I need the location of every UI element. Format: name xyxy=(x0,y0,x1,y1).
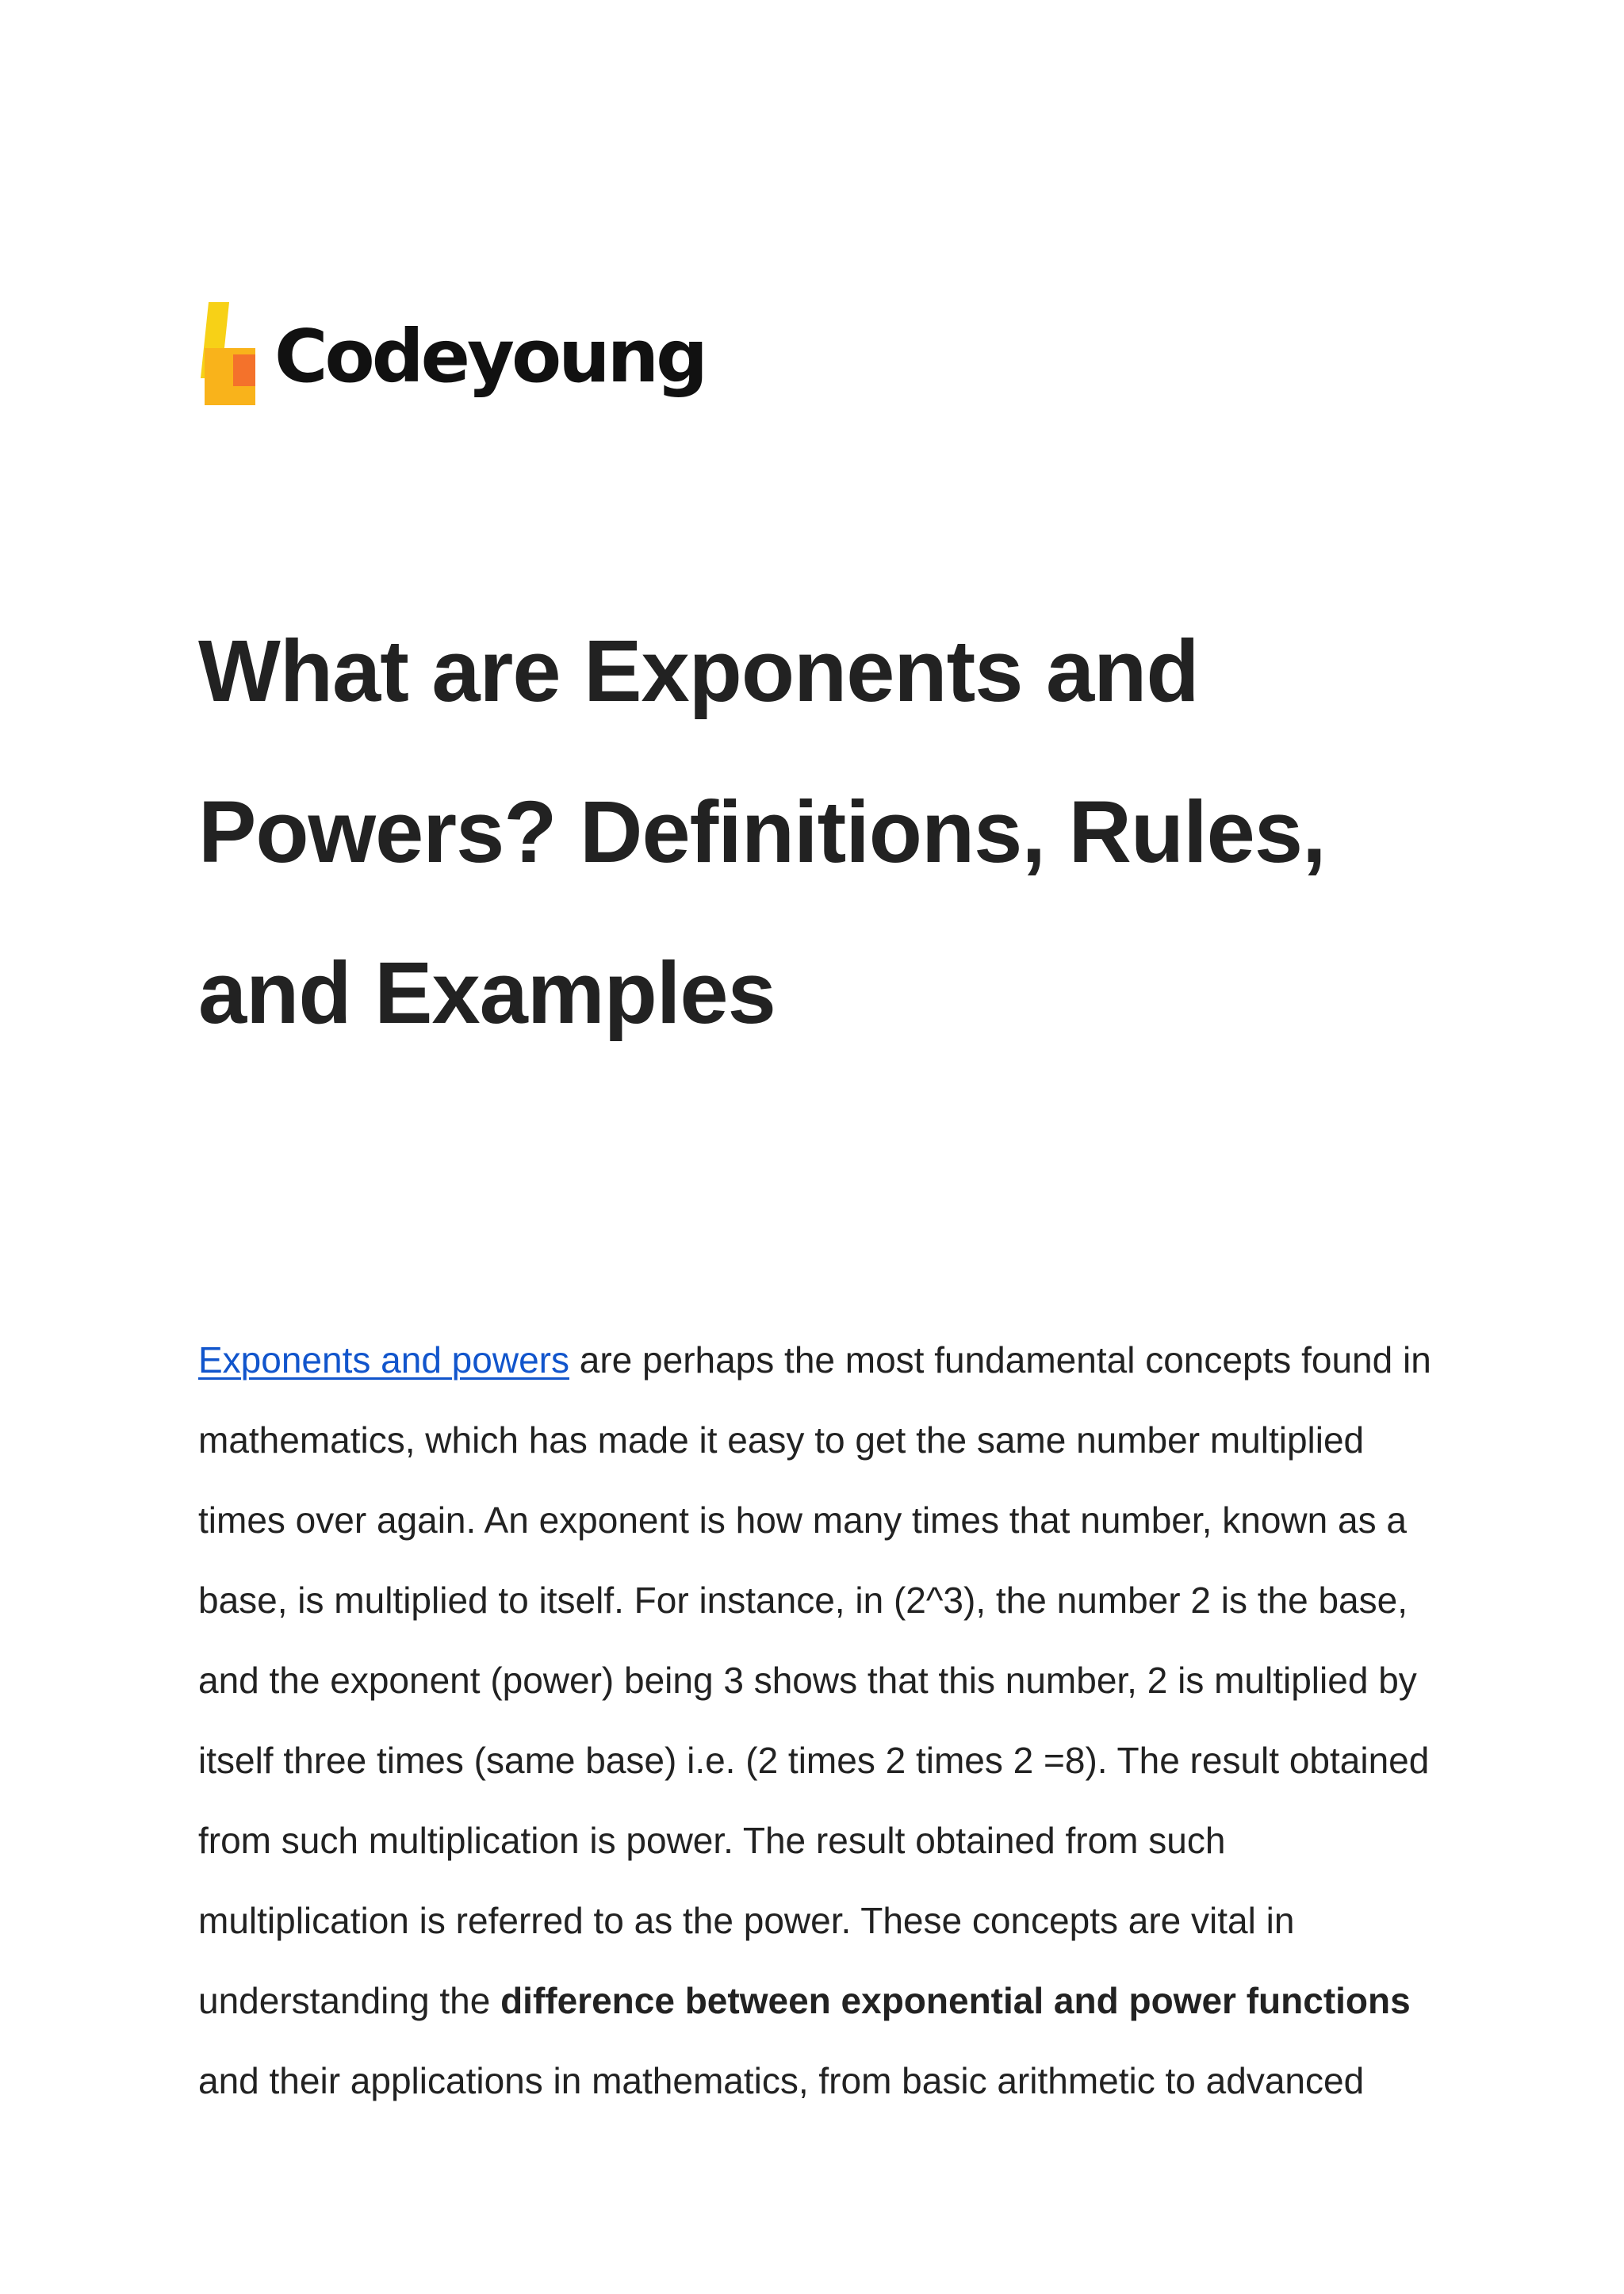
logo-text: Codeyoung xyxy=(274,314,705,399)
bold-phrase: difference between exponential and power functions xyxy=(500,1980,1411,2021)
article-title: What are Exponents and Powers? Definitions, Rules, and Examples xyxy=(198,622,1326,1042)
exponents-and-powers-link[interactable]: Exponents and powers xyxy=(198,1339,569,1381)
intro-text-part-1: are perhaps the most fundamental concepts found in mathematics, which has made it easy to get the same number multiplied times over again. An exponent is how many times that number, known as a base, is multiplied to itself. For instance, in (2^3), the number 2 is the base, and the exponent (power) being 3 shows that this number, 2 is multiplied by itself three times (same base) i.e. (2 times 2 times 2 =8). The result obtained from such multiplication is power. The result obtained from such multiplication is referred to as the power. These concepts are vital in understanding the xyxy=(198,1339,1431,2021)
intro-paragraph xyxy=(198,1320,1443,2121)
codeyoung-logo-mark-icon xyxy=(198,297,262,416)
intro-text-part-2: and their applications in mathematics, from basic arithmetic to advanced xyxy=(198,2060,1365,2101)
codeyoung-logo xyxy=(198,285,705,428)
